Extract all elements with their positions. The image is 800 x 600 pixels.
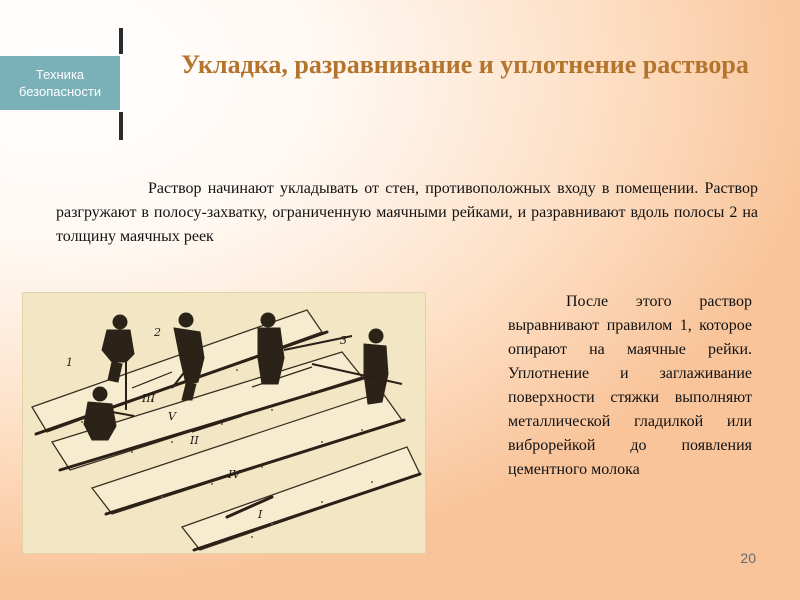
figure-label: 3: [340, 334, 347, 347]
section-tab[interactable]: [0, 56, 120, 110]
figure-label: II: [190, 434, 199, 447]
workers-illustration: [22, 292, 426, 554]
body-paragraph-2: После этого раствор выравнивают правилом 1, которое опирают на маячные рейки. Уплотнение и заглаживание поверхности стяжки выполняют металлической гладилкой или виброрейкой до появления цементного молока: [508, 293, 752, 478]
illustration-figure: [22, 292, 426, 554]
page-number: 20: [740, 550, 756, 566]
divider-bar-bottom: [119, 112, 123, 140]
figure-label: 1: [66, 356, 73, 369]
figure-label: 2: [154, 326, 161, 339]
figure-label: III: [142, 392, 156, 405]
section-tab-label: Техника безопасности: [18, 67, 102, 99]
figure-label: IV: [228, 468, 241, 481]
figure-label: I: [258, 508, 263, 521]
figure-label: V: [168, 410, 176, 423]
body-paragraph-1: Раствор начинают укладывать от стен, противоположных входу в помещении. Раствор разгружают в полосу-захватку, ограниченную маячными рейками, и разравнивают вдоль полосы 2 на толщину маячных реек: [56, 180, 758, 245]
slide-title: Укладка, разравнивание и уплотнение раствора: [181, 50, 749, 79]
divider-bar-top: [119, 28, 123, 54]
